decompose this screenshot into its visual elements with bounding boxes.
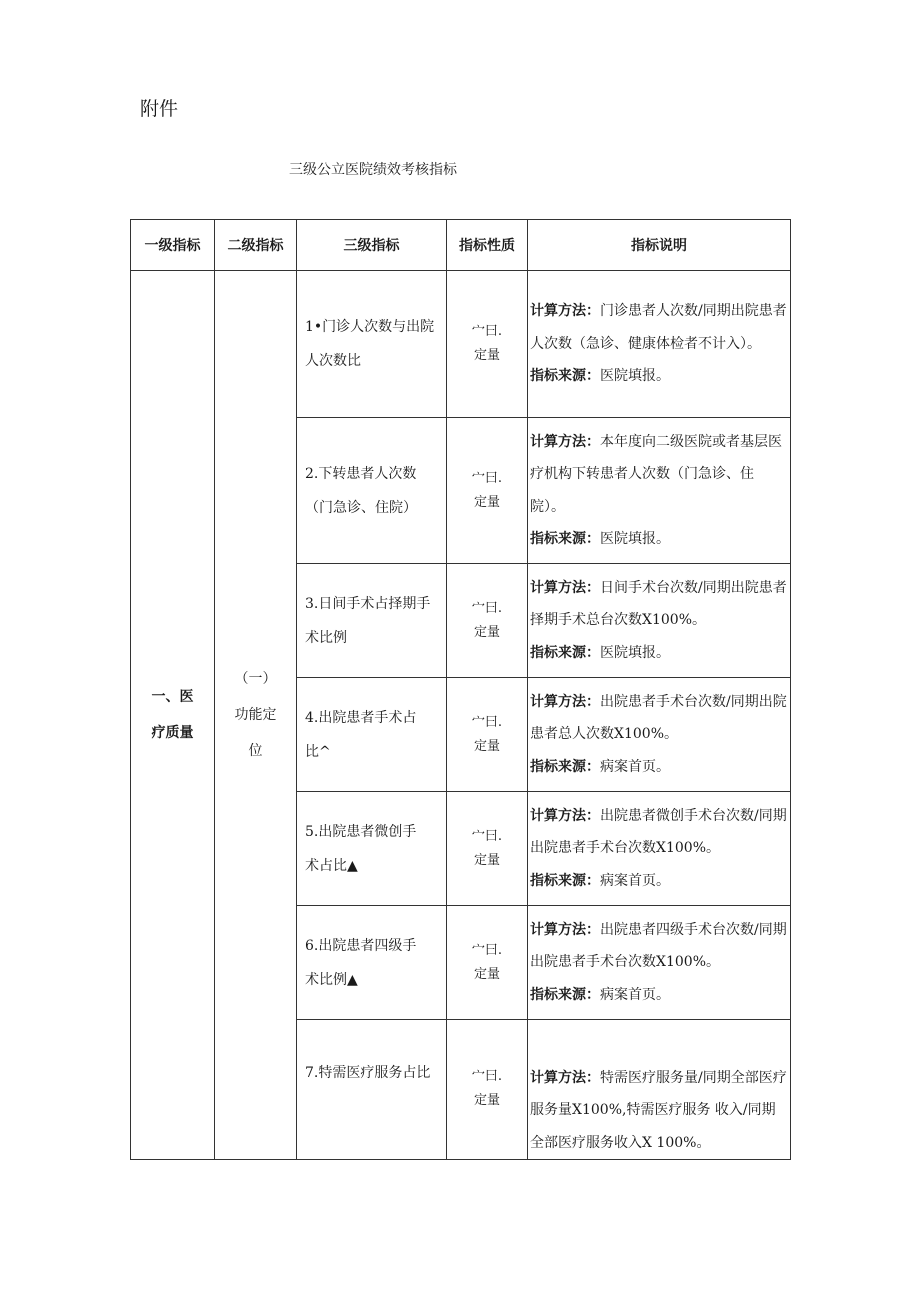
data-source (530, 751, 787, 784)
data-source (530, 979, 787, 1012)
calc-label: 计算方法： (530, 433, 600, 450)
nature-text: 宀曰.定量 (471, 942, 503, 982)
level3-indicator-text: 4.出院患者手术占比^ (305, 709, 417, 760)
level2-indicator: （一）功能定位 (234, 671, 277, 759)
calc-text: 特需医疗服务量/同期全部医疗服务量X100%,特需医疗服务 收入/同期全部医疗服务收入X 100%。 (530, 1069, 787, 1151)
level1-indicator: 一、医疗质量 (151, 689, 194, 741)
calc-text: 本年度向二级医院或者基层医疗机构下转患者人次数（门急诊、住院）。 (530, 433, 782, 515)
column-header: 指标性质 (447, 220, 528, 271)
indicator-nature (447, 678, 528, 792)
calc-method (530, 1062, 787, 1160)
calc-method (530, 426, 787, 524)
calc-text: 门诊患者人次数/同期出院患者人次数（急诊、健康体检者不计入）。 (530, 303, 787, 352)
nature-text: 宀曰.定量 (471, 324, 503, 363)
calc-method (530, 295, 787, 360)
column-header: 三级指标 (297, 220, 447, 271)
level3-indicator: 3.日间手术占择期手术比例 (297, 564, 447, 678)
source-text: 医院填报。 (600, 368, 670, 385)
source-text: 医院填报。 (600, 531, 670, 547)
table-header-row (131, 220, 791, 271)
level3-indicator: 1•门诊人次数与出院人次数比 (297, 271, 447, 418)
indicator-table (130, 219, 791, 1160)
calc-label: 计算方法： (530, 807, 600, 824)
level3-indicator (297, 678, 447, 792)
column-header: 一级指标 (131, 220, 215, 271)
calc-text: 出院患者微创手术台次数/同期出院患者手术台次数X100%。 (530, 807, 787, 857)
source-label: 指标来源： (530, 758, 600, 775)
nature-text: 宀曰.定量 (471, 600, 503, 640)
level2-indicator-cell (215, 271, 297, 1160)
calc-method (530, 686, 787, 751)
level3-indicator-text: 2.下转患者人次数（门急诊、住院） (305, 465, 417, 516)
source-text: 病案首页。 (600, 872, 670, 889)
data-source (530, 637, 787, 670)
indicator-description (528, 906, 791, 1020)
source-text: 医院填报。 (600, 644, 670, 661)
level3-indicator: 7.特需医疗服务占比 (297, 1020, 447, 1160)
calc-label: 计算方法： (530, 693, 600, 710)
indicator-description (528, 678, 791, 792)
calc-text: 日间手术台次数/同期出院患者择期手术总台次数X100%。 (530, 579, 787, 629)
level3-indicator (297, 418, 447, 564)
source-label: 指标来源： (530, 986, 600, 1003)
data-source (530, 865, 787, 898)
source-label: 指标来源： (530, 644, 600, 661)
indicator-nature (447, 418, 528, 564)
level3-indicator (297, 792, 447, 906)
source-label: 指标来源： (530, 531, 600, 547)
calc-label: 计算方法： (530, 303, 600, 320)
calc-label: 计算方法： (530, 579, 600, 596)
indicator-nature (447, 792, 528, 906)
level3-indicator-text: 6.出院患者四级手术比例▲ (305, 937, 417, 988)
document-title: 三级公立医院绩效考核指标 (289, 162, 457, 178)
indicator-nature (447, 564, 528, 678)
table-row (131, 271, 791, 418)
level3-indicator (297, 906, 447, 1020)
calc-label: 计算方法： (530, 1069, 600, 1086)
indicator-description (528, 792, 791, 906)
calc-text: 出院患者手术台次数/同期出院患者总人次数X100%。 (530, 693, 787, 743)
indicator-nature (447, 906, 528, 1020)
indicator-description (528, 1020, 791, 1160)
attachment-label: 附件 (140, 98, 179, 120)
calc-text: 出院患者四级手术台次数/同期出院患者手术台次数X100%。 (530, 921, 787, 971)
level3-indicator-text: 5.出院患者微创手术占比▲ (305, 823, 417, 874)
source-label: 指标来源： (530, 368, 600, 385)
calc-method (530, 800, 787, 865)
source-text: 病案首页。 (600, 758, 670, 775)
indicator-nature (447, 1020, 528, 1160)
indicator-description (528, 418, 791, 564)
data-source (530, 360, 787, 393)
nature-text: 宀曰.定量 (471, 470, 503, 510)
nature-text: 宀曰.定量 (471, 828, 503, 868)
column-header: 二级指标 (215, 220, 297, 271)
column-header: 指标说明 (528, 220, 791, 271)
nature-text: 宀曰.定量 (471, 1069, 503, 1108)
indicator-description (528, 564, 791, 678)
data-source (530, 523, 787, 556)
level1-indicator-cell (131, 271, 215, 1160)
nature-text: 宀曰.定量 (471, 714, 503, 754)
indicator-description (528, 271, 791, 418)
calc-label: 计算方法： (530, 921, 600, 938)
indicator-nature (447, 271, 528, 418)
source-label: 指标来源： (530, 872, 600, 889)
calc-method (530, 914, 787, 979)
calc-method (530, 572, 787, 637)
source-text: 病案首页。 (600, 986, 670, 1003)
